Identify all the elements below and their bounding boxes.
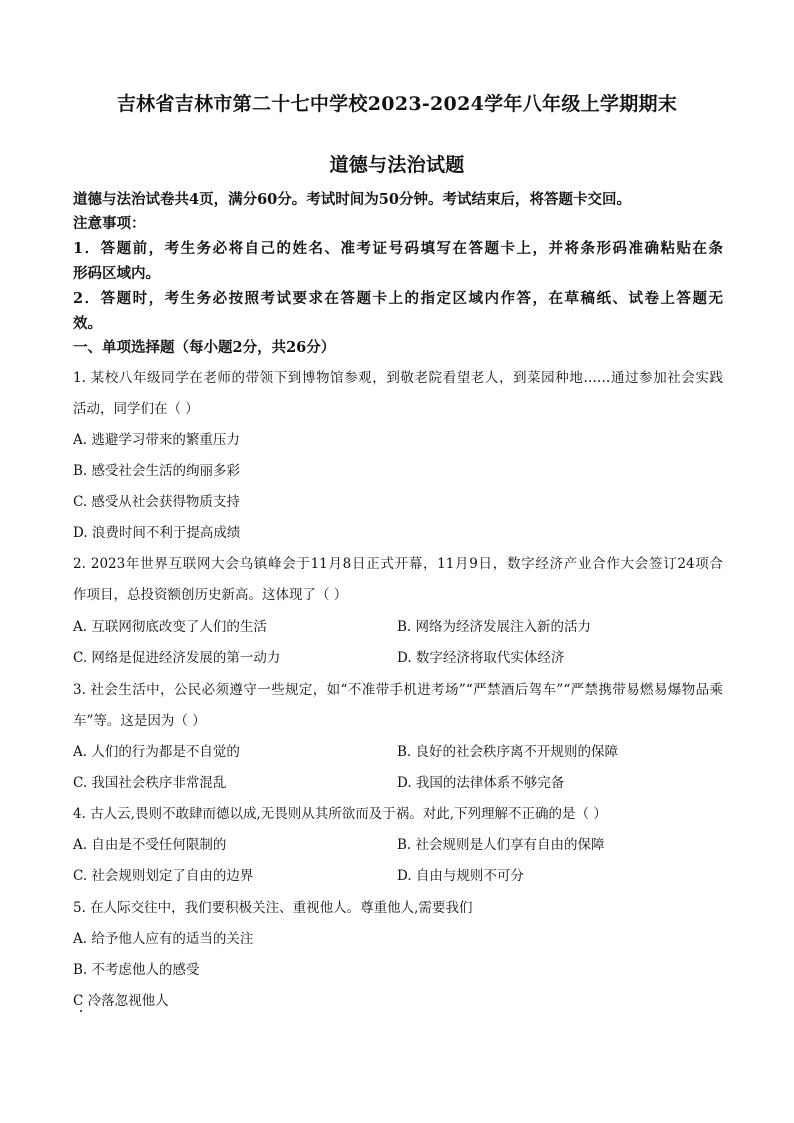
question-5-option-a: A. 给予他人应有的适当的关注 (73, 931, 254, 947)
question-3-stem-line-2: 车”等。这是因为（ ） (73, 713, 206, 729)
note-1-line-1: 1．答题前，考生务必将自己的姓名、准考证号码填写在答题卡上，并将条形码准确粘贴在条 (73, 240, 723, 257)
question-4-option-b: B. 社会规则是人们享有自由的保障 (397, 837, 605, 853)
question-5-option-c: C 冷落忽视他人 (73, 993, 169, 1009)
question-3-option-b: B. 良好的社会秩序离不开规则的保障 (397, 744, 619, 760)
question-5-option-b: B. 不考虑他人的感受 (73, 962, 200, 978)
question-1-option-d: D. 浪费时间不利于提高成绩 (73, 525, 241, 541)
note-1-line-2: 形码区域内。 (73, 265, 160, 282)
question-1-option-a: A. 逃避学习带来的繁重压力 (73, 432, 240, 448)
question-1-stem-line-1: 1. 某校八年级同学在老师的带领下到博物馆参观，到敬老院看望老人，到菜园种地……通过参加社会实践 (73, 370, 723, 386)
question-2-stem-line-1: 2. 2023年世界互联网大会乌镇峰会于11月8日正式开幕，11月9日，数字经济产业合作大会签订24项合 (73, 556, 723, 572)
exam-intro: 道德与法治试卷共4页，满分60分。考试时间为50分钟。考试结束后，将答题卡交回。 (73, 191, 631, 208)
note-2-line-2: 效。 (73, 315, 102, 332)
question-3-option-a: A. 人们的行为都是不自觉的 (73, 744, 240, 760)
question-1-stem-line-2: 活动，同学们在（ ） (73, 401, 199, 417)
stray-dot-mark (80, 1010, 82, 1012)
section-1-heading: 一、单项选择题（每小题2分，共26分） (73, 339, 336, 356)
question-2-option-a: A. 互联网彻底改变了人们的生活 (73, 619, 267, 635)
question-4-option-a: A. 自由是不受任何限制的 (73, 837, 227, 853)
question-4-stem-line-1: 4. 古人云,畏则不敢肆而德以成,无畏则从其所欲而及于祸。对此,下列理解不正确的是（ ） (73, 806, 607, 822)
question-2-option-c: C. 网络是促进经济发展的第一动力 (73, 650, 281, 666)
question-2-option-b: B. 网络为经济发展注入新的活力 (397, 619, 592, 635)
question-2-option-d: D. 数字经济将取代实体经济 (397, 650, 565, 666)
question-1-option-c: C. 感受从社会获得物质支持 (73, 494, 240, 510)
question-5-stem-line-1: 5. 在人际交往中，我们要积极关注、重视他人。尊重他人,需要我们 (73, 900, 473, 916)
exam-title-line1: 吉林省吉林市第二十七中学校2023-2024学年八年级上学期期末 (116, 93, 678, 115)
note-2-line-1: 2．答题时，考生务必按照考试要求在答题卡上的指定区域内作答，在草稿纸、试卷上答题无 (73, 290, 723, 307)
question-3-option-c: C. 我国社会秩序非常混乱 (73, 775, 227, 791)
question-3-stem-line-1: 3. 社会生活中，公民必须遵守一些规定，如“不准带手机进考场”“严禁酒后驾车”“严禁携带易燃易爆物品乘 (73, 682, 723, 698)
exam-title-line2: 道德与法治试题 (329, 154, 465, 176)
question-1-option-b: B. 感受社会生活的绚丽多彩 (73, 463, 241, 479)
notes-heading: 注意事项： (73, 215, 146, 232)
question-4-option-c: C. 社会规则划定了自由的边界 (73, 868, 254, 884)
question-2-stem-line-2: 作项目，总投资额创历史新高。这体现了（ ） (73, 587, 348, 603)
question-4-option-d: D. 自由与规则不可分 (397, 868, 524, 884)
question-3-option-d: D. 我国的法律体系不够完备 (397, 775, 565, 791)
